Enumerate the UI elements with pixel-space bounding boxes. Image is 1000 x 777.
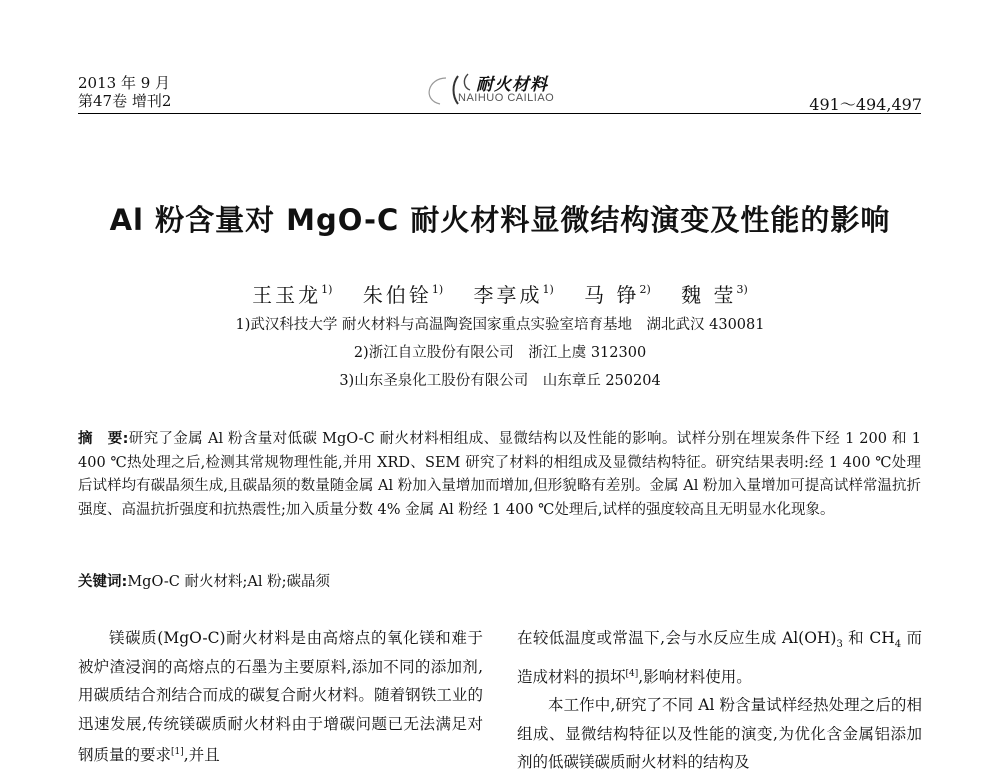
author xyxy=(363,279,443,308)
body-text: 和 CH xyxy=(842,629,895,647)
abstract-text: 研究了金属 Al 粉含量对低碳 MgO-C 耐火材料相组成、显微结构以及性能的影响。试样分别在埋炭条件下经 1 200 和 1 400 ℃热处理之后,检测其常规物理性能,并用 XRD、SEM 研究了材料的相组成及显微结构特征。研究结果表明:经 1 400 ℃处理后试样均有碳晶须生成,且碳晶须的数量随金属 Al 粉加入量增加而增加,但形貌略有差别。金属 Al 粉加入量增加可提高试样常温抗折强度、高温抗折强度和抗热震性;加入质量分数 4% 金属 Al 粉经 1 400 ℃处理后,试样的强度较高且无明显水化现象。 xyxy=(78,431,921,518)
body-text: ,影响材料使用。 xyxy=(638,667,752,686)
author xyxy=(252,279,332,308)
issue-info xyxy=(78,74,171,110)
author xyxy=(681,279,748,308)
subscript: 4 xyxy=(894,639,902,651)
author-name: 李享成 xyxy=(473,283,543,307)
journal-logo xyxy=(418,70,593,114)
body-column-right xyxy=(517,624,922,777)
body-text: 而造成材料的损坏 xyxy=(517,629,922,686)
author xyxy=(584,279,651,308)
author xyxy=(473,279,553,308)
abstract-label: 摘 要: xyxy=(78,431,129,447)
author-name: 王玉龙 xyxy=(252,283,322,307)
header-divider xyxy=(78,113,921,114)
author-affil-mark: 1) xyxy=(542,283,554,296)
subscript: 3 xyxy=(836,639,843,651)
author-affil-mark: 3) xyxy=(736,283,748,296)
keywords-text: MgO-C 耐火材料;Al 粉;碳晶须 xyxy=(127,574,330,590)
author-list xyxy=(0,279,1000,308)
keywords xyxy=(78,570,921,591)
issue-date: 2013 年 9 月 xyxy=(78,74,171,92)
author-name: 魏 莹 xyxy=(681,283,737,307)
body-paragraph: 本工作中,研究了不同 Al 粉含量试样经热处理之后的相组成、显微结构特征以及性能的演变,为优化含金属铝添加剂的低碳镁碳质耐火材料的结构及 xyxy=(517,696,922,772)
journal-name-en: NAIHUO CAILIAO xyxy=(458,92,555,104)
body-column-left xyxy=(78,624,483,770)
affiliation: 2)浙江自立股份有限公司 浙江上虞 312300 xyxy=(353,345,647,361)
body-text: 在较低温度或常温下,会与水反应生成 Al(OH) xyxy=(517,629,837,647)
author-name: 朱伯铨 xyxy=(362,283,432,307)
body-text: 镁碳质(MgO-C)耐火材料是由高熔点的氧化镁和难于被炉渣浸润的高熔点的石墨为主要原料,添加不同的添加剂,用碳质结合剂结合而成的碳复合耐火材料。随着钢铁工业的迅速发展,传统镁碳质耐火材料由于增碳问题已无法满足对钢质量的要求 xyxy=(78,629,483,764)
author-name: 马 铮 xyxy=(584,283,640,307)
issue-volume: 第47卷 增刊2 xyxy=(78,92,172,110)
abstract xyxy=(78,428,921,522)
author-affil-mark: 2) xyxy=(639,283,651,296)
citation: [4] xyxy=(625,668,639,679)
page-range: 491～494,497 xyxy=(809,95,922,114)
citation: [1] xyxy=(171,747,184,757)
body-paragraph xyxy=(517,624,922,691)
keywords-label: 关键词: xyxy=(78,574,128,590)
body-paragraph xyxy=(78,624,483,770)
paper-title: Al 粉含量对 MgO-C 耐火材料显微结构演变及性能的影响 xyxy=(109,203,891,237)
author-affil-mark: 1) xyxy=(321,283,333,296)
body-text: ,并且 xyxy=(183,746,220,764)
affiliation: 3)山东圣泉化工股份有限公司 山东章丘 250204 xyxy=(339,373,661,389)
author-affil-mark: 1) xyxy=(431,283,444,296)
journal-name-cn: 耐火材料 xyxy=(476,75,548,95)
affiliation: 1)武汉科技大学 耐火材料与高温陶瓷国家重点实验室培育基地 湖北武汉 430081 xyxy=(235,317,765,333)
